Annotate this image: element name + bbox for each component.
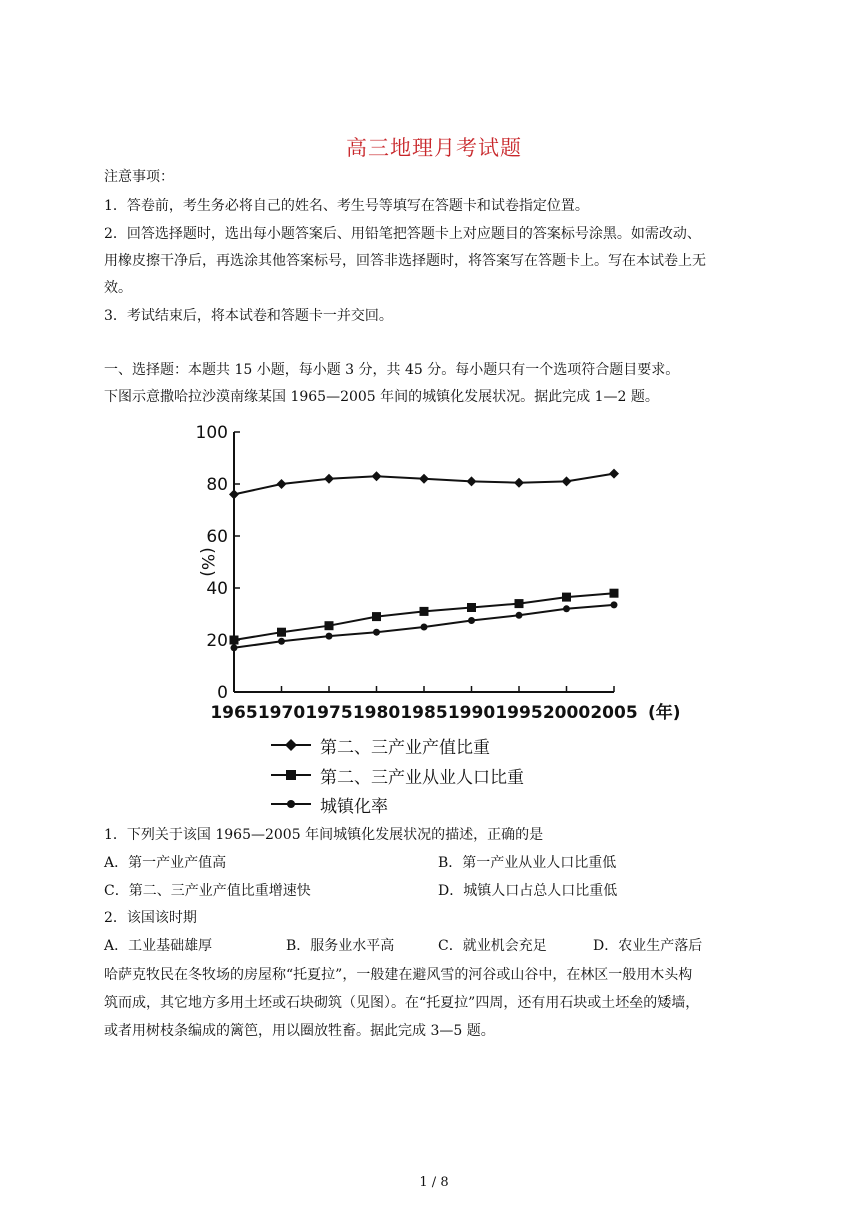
question-2-stem: 2．该国该时期 xyxy=(104,910,197,926)
question-1-option-b: B．第一产业从业人口比重低 xyxy=(438,855,617,871)
passage-2-line-3: 或者用树枝条编成的篱笆，用以圈放牲畜。据此完成 3—5 题。 xyxy=(104,1023,495,1039)
data-point-series-2 xyxy=(373,629,380,636)
legend-label-series-2: 城镇化率 xyxy=(320,796,388,817)
y-tick-label: 40 xyxy=(206,579,228,599)
data-point-series-2 xyxy=(516,612,523,619)
y-tick-label: 20 xyxy=(206,631,228,651)
data-point-series-1 xyxy=(325,621,334,630)
question-2-option-a: A．工业基础雄厚 xyxy=(104,938,213,954)
series-line-1 xyxy=(234,593,614,640)
question-1-option-a: A．第一产业产值高 xyxy=(104,855,227,871)
passage-2-line-1: 哈萨克牧民在冬牧场的房屋称“托夏拉”，一般建在避风雪的河谷或山谷中，在林区一般用木头构 xyxy=(104,967,693,983)
passage-2-line-2: 筑而成，其它地方多用土坯或石块砌筑（见图）。在“托夏拉”四周，还有用石块或土坯垒的矮墙， xyxy=(104,995,700,1011)
legend-item-series-2 xyxy=(270,792,388,816)
legend-label-series-1: 第二、三产业从业人口比重 xyxy=(320,767,524,788)
section-intro: 下图示意撒哈拉沙漠南缘某国 1965—2005 年间的城镇化发展状况。据此完成 1—2 题。 xyxy=(104,389,659,405)
data-point-series-1 xyxy=(515,599,524,608)
question-2-option-b: B．服务业水平高 xyxy=(286,938,395,954)
data-point-series-1 xyxy=(277,628,286,637)
notes-item-2-line-2: 用橡皮擦干净后，再选涂其他答案标号，回答非选择题时，将答案写在答题卡上。写在本试卷上无 xyxy=(104,253,706,269)
urbanization-line-chart xyxy=(190,418,700,730)
legend-item-series-0 xyxy=(270,733,490,757)
data-point-series-1 xyxy=(372,612,381,621)
data-point-series-0 xyxy=(514,478,524,488)
data-point-series-2 xyxy=(231,644,238,651)
x-tick-label: 1965 xyxy=(210,703,258,723)
x-tick-label: 1975 xyxy=(305,703,353,723)
section-heading: 一、选择题：本题共 15 小题，每小题 3 分，共 45 分。每小题只有一个选项符合题目要求。 xyxy=(104,362,680,378)
page-number: 1 / 8 xyxy=(419,1175,449,1190)
legend-label-series-0: 第二、三产业产值比重 xyxy=(320,737,490,758)
data-point-series-0 xyxy=(467,476,477,486)
data-point-series-0 xyxy=(277,479,287,489)
data-point-series-2 xyxy=(278,638,285,645)
data-point-series-1 xyxy=(467,603,476,612)
x-tick-label: 1985 xyxy=(400,703,448,723)
y-tick-label: 80 xyxy=(206,475,228,495)
diamond-marker-icon xyxy=(270,738,312,752)
x-tick-label: 2005 xyxy=(590,703,638,723)
data-point-series-0 xyxy=(372,471,382,481)
data-point-series-0 xyxy=(419,474,429,484)
y-tick-label: 100 xyxy=(195,423,228,443)
data-point-series-0 xyxy=(562,476,572,486)
x-tick-label: 1980 xyxy=(352,703,401,723)
x-tick-label: 2000 xyxy=(542,703,591,723)
square-marker-icon xyxy=(270,768,312,782)
data-point-series-0 xyxy=(324,474,334,484)
x-tick-label: 1970 xyxy=(257,703,306,723)
data-point-series-2 xyxy=(326,633,333,640)
notes-item-3: 3．考试结束后，将本试卷和答题卡一并交回。 xyxy=(104,308,393,324)
data-point-series-2 xyxy=(468,617,475,624)
question-1-option-d: D．城镇人口占总人口比重低 xyxy=(438,883,618,899)
legend-item-series-1 xyxy=(270,763,524,787)
data-point-series-0 xyxy=(609,469,619,479)
data-point-series-1 xyxy=(230,636,239,645)
data-point-series-0 xyxy=(229,489,239,499)
data-point-series-1 xyxy=(562,593,571,602)
notes-item-1: 1．答卷前，考生务必将自己的姓名、考生号等填写在答题卡和试卷指定位置。 xyxy=(104,198,589,214)
y-tick-label: 60 xyxy=(206,527,228,547)
y-tick-label: 0 xyxy=(217,683,228,703)
data-point-series-2 xyxy=(421,624,428,631)
page-title: 高三地理月考试题 xyxy=(346,136,522,160)
notes-heading: 注意事项： xyxy=(104,169,174,185)
dot-marker-icon xyxy=(270,797,312,811)
question-1-stem: 1．下列关于该国 1965—2005 年间城镇化发展状况的描述，正确的是 xyxy=(104,827,544,843)
notes-item-2-line-3: 效。 xyxy=(104,280,132,296)
x-tick-label: 1995 xyxy=(495,703,543,723)
y-axis-label: (%) xyxy=(197,547,217,577)
data-point-series-2 xyxy=(611,601,618,608)
data-point-series-1 xyxy=(420,607,429,616)
question-1-option-c: C．第二、三产业产值比重增速快 xyxy=(104,883,311,899)
data-point-series-1 xyxy=(610,589,619,598)
data-point-series-2 xyxy=(563,605,570,612)
question-2-option-c: C．就业机会充足 xyxy=(438,938,547,954)
x-tick-label: 1990 xyxy=(447,703,496,723)
notes-item-2-line-1: 2．回答选择题时，选出每小题答案后、用铅笔把答题卡上对应题目的答案标号涂黑。如需改动、 xyxy=(104,226,701,242)
x-axis-unit-label: (年) xyxy=(648,703,681,723)
question-2-option-d: D．农业生产落后 xyxy=(593,938,703,954)
